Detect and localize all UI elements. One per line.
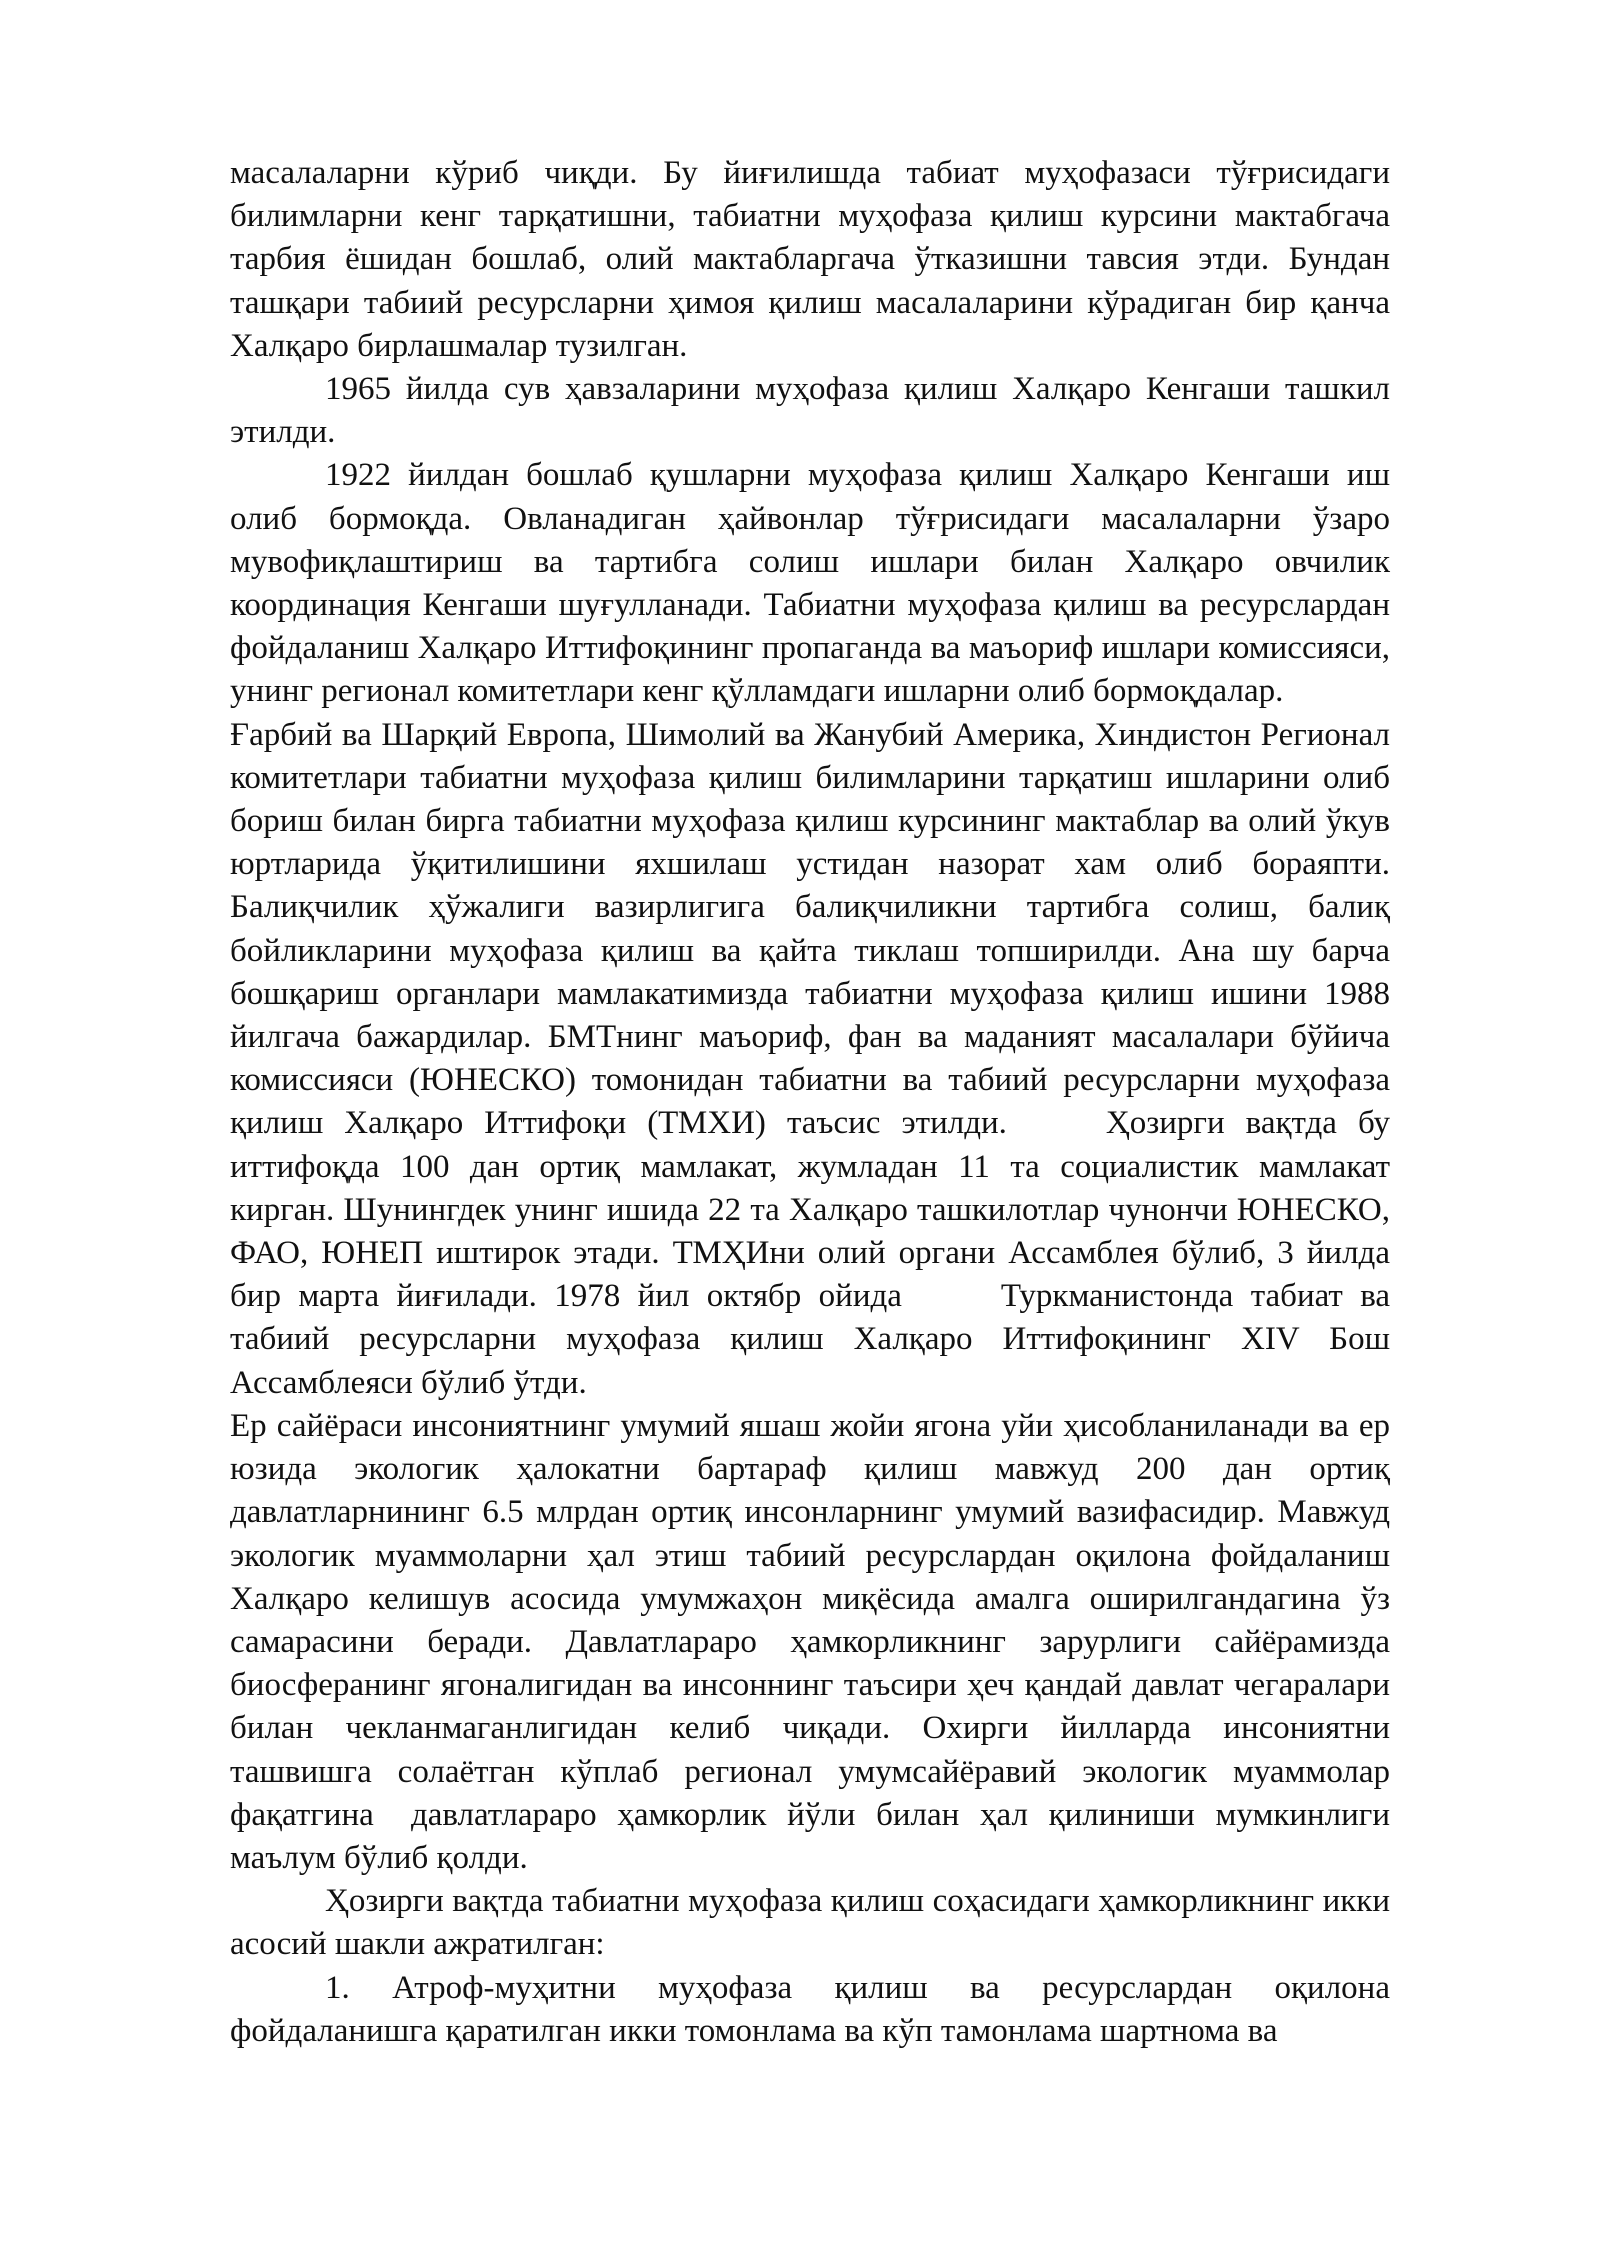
paragraph-7: 1. Атроф-муҳитни муҳофаза қилиш ва ресурслардан оқилона фойдаланишга қаратилган икки томонлама ва кўп тамонлама шартнома ва <box>230 1969 1390 2049</box>
paragraph-6: Ҳозирги вақтда табиатни муҳофаза қилиш соҳасидаги ҳамкорликнинг икки асосий шакли ажратилган: <box>230 1883 1390 1963</box>
paragraph-4: Ғарбий ва Шарқий Европа, Шимолий ва Жанубий Америка, Хиндистон Регионал комитетлари табиатни муҳофаза қилиш билимларини тарқатиш ишларини олиб бориш билан бирга табиатни муҳофаза қилиш курсининг мактаблар ва олий ўкув юртларида ўқитилишини яхшилаш устидан назорат хам олиб бораяпти. Балиқчилик ҳўжалиги вазирлигига балиқчиликни тартибга солиш, балиқ бойликларини муҳофаза қилиш ва қайта тиклаш топширилди. Ана шу барча бошқариш органлари мамлакатимизда табиатни муҳофаза қилиш ишини 1988 йилгача бажардилар. БМТнинг маъориф, фан ва маданият масалалари бўйича комиссияси (ЮНЕСКО) томонидан табиатни ва табиий ресурсларни муҳофаза қилиш Халқаро Иттифоқи (ТМХИ) таъсис этилди. Ҳозирги вақтда бу иттифоқда 100 дан ортиқ мамлакат, жумладан 11 та социалистик мамлакат кирган. Шунингдек унинг ишида 22 та Халқаро ташкилотлар чунончи ЮНЕСКО, ФАО, ЮНЕП иштирок этади. ТМҲИни олий органи Ассамблея бўлиб, 3 йилда бир марта йиғилади. 1978 йил октябр ойида Туркманистонда табиат ва табиий ресурсларни муҳофаза қилиш Халқаро Иттифоқининг XIV Бош Ассамблеяси бўлиб ўтди. <box>230 716 1390 1401</box>
paragraph-3: 1922 йилдан бошлаб қушларни муҳофаза қилиш Халқаро Кенгаши иш олиб бормоқда. Овланадиган ҳайвонлар тўғрисидаги масалаларни ўзаро мувофиқлаштириш ва тартибга солиш ишлари билан Халқаро овчилик координация Кенгаши шуғулланади. Табиатни муҳофаза қилиш ва ресурслардан фойдаланиш Халқаро Иттифоқининг пропаганда ва маъориф ишлари комиссияси, унинг регионал комитетлари кенг қўлламдаги ишларни олиб бормоқдалар. <box>230 457 1390 710</box>
paragraph-5: Ер сайёраси инсониятнинг умумий яшаш жойи ягона уйи ҳисобланиланади ва ер юзида экологик ҳалокатни бартараф қилиш мавжуд 200 дан ортиқ давлатларнининг 6.5 млрдан ортиқ инсонларнинг умумий вазифасидир. Мавжуд экологик муаммоларни ҳал этиш табиий ресурслардан оқилона фойдаланиш Халқаро келишув асосида умумжаҳон миқёсида амалга оширилгандагина ўз самарасини беради. Давлатлараро ҳамкорликнинг зарурлиги сайёрамизда биосферанинг ягоналигидан ва инсоннинг таъсири ҳеч қандай давлат чегаралари билан чекланмаганлигидан келиб чиқади. Охирги йилларда инсониятни ташвишга солаётган кўплаб регионал умумсайёравий экологик муаммолар фақатгина давлатлараро ҳамкорлик йўли билан ҳал қилиниши мумкинлиги маълум бўлиб қолди. <box>230 1407 1390 1876</box>
paragraph-2: 1965 йилда сув ҳавзаларини муҳофаза қилиш Халқаро Кенгаши ташкил этилди. <box>230 371 1390 451</box>
document-page <box>230 152 1390 2053</box>
paragraph-1: масалаларни кўриб чиқди. Бу йиғилишда табиат муҳофазаси тўғрисидаги билимларни кенг тарқатишни, табиатни муҳофаза қилиш курсини мактабгача тарбия ёшидан бошлаб, олий мактабларгача ўтказишни тавсия этди. Бундан ташқари табиий ресурсларни ҳимоя қилиш масалаларини кўрадиган бир қанча Халқаро бирлашмалар тузилган. <box>230 155 1390 364</box>
